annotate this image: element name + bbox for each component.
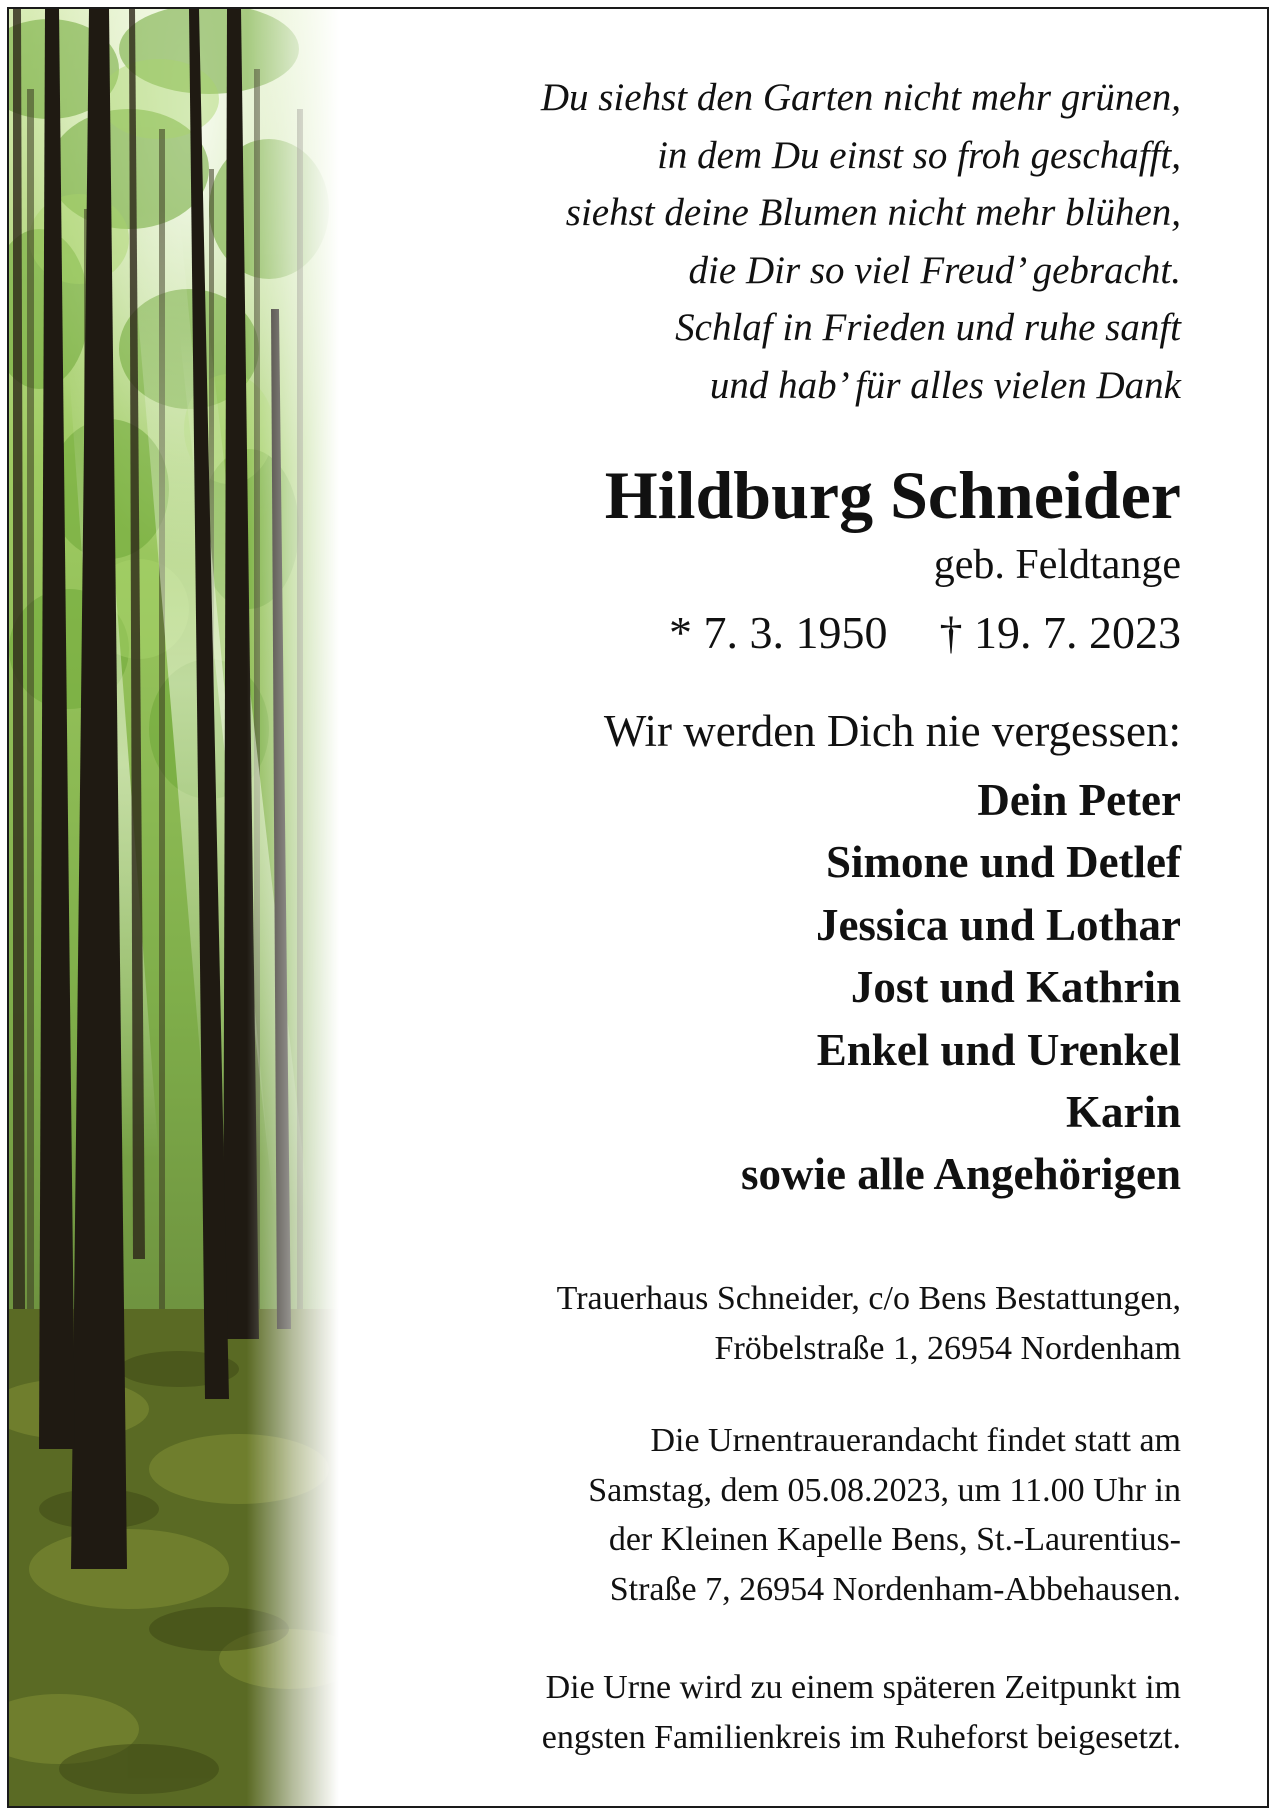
burial-line: engsten Familienkreis im Ruheforst beigesetzt.: [541, 1719, 1181, 1756]
service-line: Straße 7, 26954 Nordenham-Abbehausen.: [609, 1570, 1181, 1608]
forest-image: [9, 9, 339, 1806]
memorial-poem: [361, 69, 1181, 414]
mourners-intro: Wir werden Dich nie vergessen:: [603, 706, 1181, 756]
mourner-name: Dein Peter: [977, 775, 1181, 825]
service-line: Die Urnentrauerandacht findet statt am: [650, 1422, 1181, 1459]
poem-line: Du siehst den Garten nicht mehr grünen,: [540, 76, 1181, 119]
birth-date: * 7. 3. 1950: [669, 607, 888, 658]
mourner-name: Simone und Detlef: [825, 837, 1181, 888]
mourning-house-address: [557, 1274, 1181, 1374]
service-line: Samstag, dem 05.08.2023, um 11.00 Uhr in: [588, 1471, 1181, 1509]
mourner-name: Jost und Kathrin: [850, 962, 1181, 1013]
poem-line: die Dir so viel Freud’ gebracht.: [688, 248, 1181, 292]
service-announcement: [588, 1416, 1181, 1614]
mourner-name: Enkel und Urenkel: [816, 1024, 1181, 1075]
life-dates: [669, 603, 1181, 663]
obituary-notice: [7, 7, 1269, 1808]
forest-with-sunrays-image: [9, 9, 339, 1806]
mourner-name: Jessica und Lothar: [815, 899, 1181, 950]
service-line: der Kleinen Kapelle Bens, St.-Laurentius-: [608, 1521, 1181, 1558]
poem-line: siehst deine Blumen nicht mehr blühen,: [565, 191, 1181, 234]
burial-line: Die Urne wird zu einem späteren Zeitpunkt im: [545, 1669, 1181, 1706]
deceased-name: Hildburg Schneider: [604, 457, 1181, 533]
mourner-name: Karin: [1065, 1086, 1181, 1137]
poem-line: und hab’ für alles vielen Dank: [709, 363, 1181, 407]
poem-line: Schlaf in Frieden und ruhe sanft: [675, 306, 1181, 349]
maiden-name: geb. Feldtange: [933, 542, 1181, 588]
mourners-list: [741, 769, 1181, 1206]
burial-note: [542, 1663, 1181, 1763]
address-line: Fröbelstraße 1, 26954 Nordenham: [714, 1330, 1181, 1367]
address-line: Trauerhaus Schneider, c/o Bens Bestattungen,: [556, 1280, 1181, 1317]
poem-line: in dem Du einst so froh geschafft,: [657, 133, 1181, 177]
death-date: † 19. 7. 2023: [939, 607, 1181, 658]
mourner-name: sowie alle Angehörigen: [741, 1149, 1181, 1200]
